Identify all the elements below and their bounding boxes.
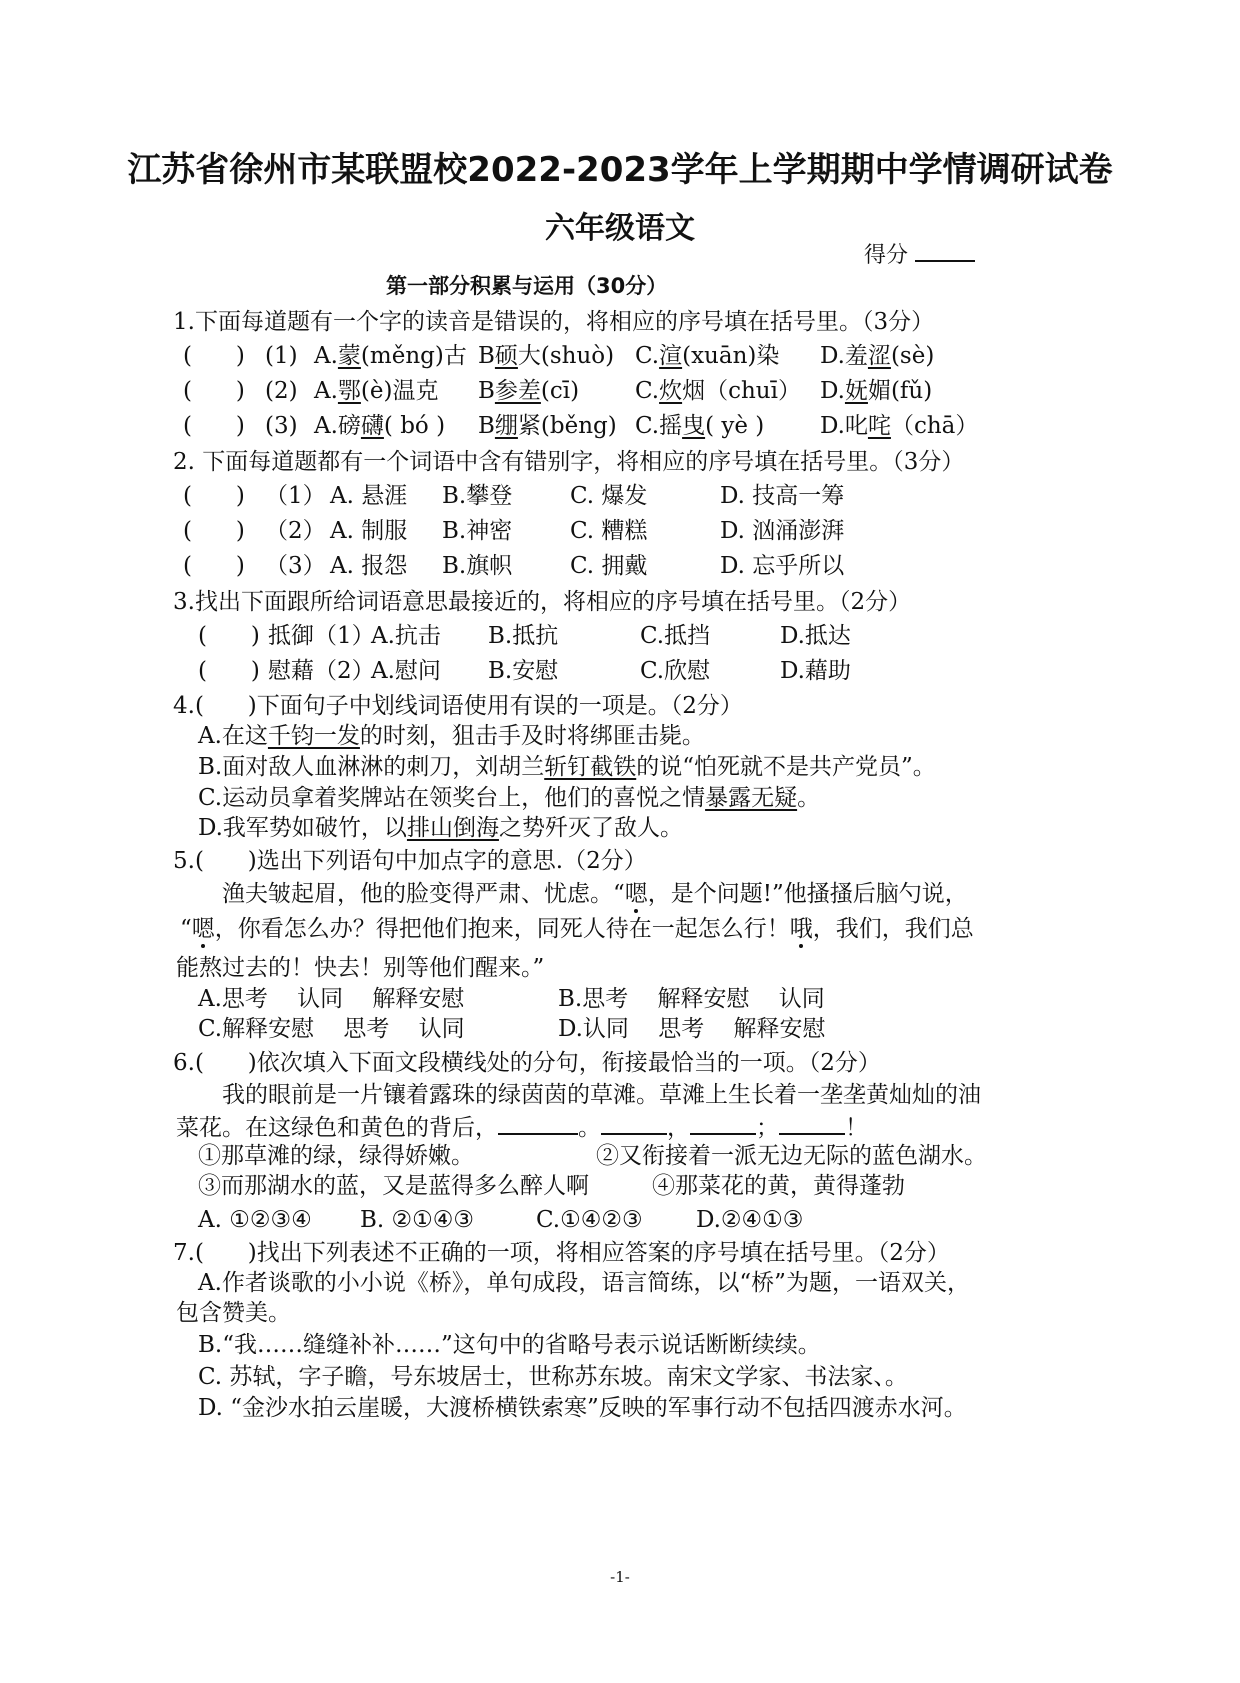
q7-option-d: D. “金沙水拍云崖暖，大渡桥横铁索寒”反映的军事行动不包括四渡赤水河。 bbox=[198, 1395, 967, 1421]
q4-option-b: B.面对敌人血淋淋的刺刀，刘胡兰斩钉截铁的说“怕死就不是共产党员”。 bbox=[198, 754, 936, 780]
question-number: 7. bbox=[173, 1240, 195, 1266]
q1-option-c: C.摇曳( yè ) bbox=[635, 413, 765, 439]
q6-stem: 6.( )依次填入下面文段横线处的分句，衔接最恰当的一项。（2分） bbox=[173, 1050, 881, 1076]
q1-item-number: (1) bbox=[265, 343, 298, 369]
q2-option-a: A. 制服 bbox=[330, 518, 408, 544]
q5-option-b: B.思考 解释安慰 认同 bbox=[558, 986, 825, 1012]
answer-paren[interactable]: ( bbox=[194, 693, 248, 719]
q6-option-d: D.②④①③ bbox=[696, 1207, 804, 1233]
question-number: 4. bbox=[173, 693, 195, 719]
q5-passage-line-1: 渔夫皱起眉，他的脸变得严肃、忧虑。“嗯，是个问题!”他搔搔后脑勺说， bbox=[222, 881, 968, 907]
q3-option-c: C.欣慰 bbox=[640, 658, 711, 684]
q2-option-c: C. 爆发 bbox=[570, 483, 648, 509]
page-subtitle: 六年级语文 bbox=[545, 211, 695, 246]
answer-paren[interactable]: ( bbox=[194, 1050, 248, 1076]
q5-passage-line-3: 能熬过去的！快去！别等他们醒来。” bbox=[176, 955, 545, 981]
q5-stem: 5.( )选出下列语句中加点字的意思.（2分） bbox=[173, 848, 647, 874]
q6-passage-line-2: 菜花。在这绿色和黄色的背后， 。 ， ； ！ bbox=[176, 1111, 868, 1143]
q2-option-b: B.神密 bbox=[442, 518, 513, 544]
answer-paren[interactable]: ( ) bbox=[183, 553, 245, 579]
q1-option-a: A.鄂(è)温克 bbox=[314, 378, 439, 404]
q2-option-b: B.旗帜 bbox=[442, 553, 513, 579]
score-label: 得分 bbox=[864, 243, 909, 268]
q1-item-number: (3) bbox=[265, 413, 298, 439]
q5-passage-line-2: “嗯，你看怎么办？得把他们抱来，同死人待在一起怎么行！哦，我们，我们总 bbox=[180, 916, 974, 942]
q3-option-d: D.抵达 bbox=[780, 623, 851, 649]
fill-blank[interactable] bbox=[779, 1111, 845, 1135]
fill-blank[interactable] bbox=[601, 1111, 667, 1135]
q3-option-a: A.慰问 bbox=[371, 658, 441, 684]
q7-option-b: B.“我……缝缝补补……”这句中的省略号表示说话断断续续。 bbox=[198, 1332, 821, 1358]
q1-option-d: D.羞涩(sè) bbox=[820, 343, 935, 369]
q2-option-d: D. 汹涌澎湃 bbox=[720, 518, 845, 544]
q2-option-a: A. 悬涯 bbox=[330, 483, 408, 509]
q6-option-b: B. ②①④③ bbox=[360, 1207, 475, 1233]
answer-paren[interactable]: ( ) bbox=[183, 343, 245, 369]
q3-item-word: 抵御（1） bbox=[268, 623, 375, 649]
answer-paren[interactable]: ( bbox=[194, 1240, 248, 1266]
q1-option-c: C.炊烟（chuī） bbox=[635, 378, 801, 404]
q1-option-b: B参差(cī) bbox=[478, 378, 580, 404]
q2-option-a: A. 报怨 bbox=[330, 553, 408, 579]
q3-option-b: B.抵抗 bbox=[488, 623, 559, 649]
q2-option-d: D. 技高一筹 bbox=[720, 483, 845, 509]
answer-paren[interactable]: ( ) bbox=[183, 483, 245, 509]
q2-stem: 2. 下面每道题都有一个词语中含有错别字，将相应的序号填在括号里。（3分） bbox=[173, 449, 965, 475]
answer-paren[interactable]: ( bbox=[194, 848, 248, 874]
q1-option-a: A.磅礴( bó ) bbox=[314, 413, 446, 439]
q7-option-a-cont: 包含赞美。 bbox=[176, 1300, 291, 1326]
q7-option-c: C. 苏轼，字子瞻，号东坡居士，世称苏东坡。南宋文学家、书法家、。 bbox=[198, 1364, 908, 1390]
q5-option-d: D.认同 思考 解释安慰 bbox=[558, 1016, 826, 1042]
page-number: -1- bbox=[610, 1568, 630, 1586]
answer-paren[interactable]: ( ) bbox=[198, 658, 260, 684]
q6-clause-3: ③而那湖水的蓝，又是蓝得多么醉人啊 bbox=[198, 1173, 589, 1199]
q2-item-number: （1） bbox=[265, 483, 326, 509]
q3-option-c: C.抵挡 bbox=[640, 623, 711, 649]
q5-option-c: C.解释安慰 思考 认同 bbox=[198, 1016, 465, 1042]
score-field bbox=[864, 238, 975, 271]
answer-paren[interactable]: ( ) bbox=[183, 518, 245, 544]
question-number: 6. bbox=[173, 1050, 195, 1076]
q7-stem: 7.( )找出下列表述不正确的一项，将相应答案的序号填在括号里。（2分） bbox=[173, 1240, 950, 1266]
q6-clause-4: ④那菜花的黄，黄得蓬勃 bbox=[652, 1173, 905, 1199]
q6-option-c: C.①④②③ bbox=[536, 1207, 643, 1233]
answer-paren[interactable]: ( ) bbox=[198, 623, 260, 649]
q3-stem: 3.找出下面跟所给词语意思最接近的，将相应的序号填在括号里。（2分） bbox=[173, 589, 912, 615]
q6-passage-line-1: 我的眼前是一片镶着露珠的绿茵茵的草滩。草滩上生长着一垄垄黄灿灿的油 bbox=[222, 1082, 981, 1108]
answer-paren[interactable]: ( ) bbox=[183, 378, 245, 404]
q4-option-d: D.我军势如破竹，以排山倒海之势歼灭了敌人。 bbox=[198, 815, 683, 841]
q2-item-number: （2） bbox=[265, 518, 326, 544]
fill-blank[interactable] bbox=[690, 1111, 756, 1135]
q4-option-c: C.运动员拿着奖牌站在领奖台上，他们的喜悦之情暴露无疑。 bbox=[198, 785, 821, 811]
fill-blank[interactable] bbox=[498, 1111, 578, 1135]
q1-option-c: C.渲(xuān)染 bbox=[635, 343, 780, 369]
q6-clause-2: ②又衔接着一派无边无际的蓝色湖水。 bbox=[596, 1143, 987, 1169]
q1-item-number: (2) bbox=[265, 378, 298, 404]
q1-option-d: D.妩媚(fǔ) bbox=[820, 378, 933, 404]
q2-item-number: （3） bbox=[265, 553, 326, 579]
q1-option-b: B硕大(shuò) bbox=[478, 343, 615, 369]
q4-stem: 4.( )下面句子中划线词语使用有误的一项是。（2分） bbox=[173, 693, 743, 719]
q1-option-a: A.蒙(měng)古 bbox=[314, 343, 467, 369]
q2-option-b: B.攀登 bbox=[442, 483, 513, 509]
q3-option-b: B.安慰 bbox=[488, 658, 559, 684]
q1-stem: 1.下面每道题有一个字的读音是错误的，将相应的序号填在括号里。（3分） bbox=[173, 309, 935, 335]
q3-option-a: A.抗击 bbox=[371, 623, 441, 649]
q1-option-d: D.叱咤（chā） bbox=[820, 413, 979, 439]
q6-clause-1: ①那草滩的绿，绿得娇嫩。 bbox=[198, 1143, 474, 1169]
score-blank[interactable] bbox=[915, 238, 975, 262]
q2-option-c: C. 拥戴 bbox=[570, 553, 648, 579]
q3-option-d: D.藉助 bbox=[780, 658, 851, 684]
section-title: 第一部分积累与运用（30分） bbox=[386, 274, 668, 298]
q2-option-c: C. 糟糕 bbox=[570, 518, 648, 544]
question-number: 5. bbox=[173, 848, 195, 874]
answer-paren[interactable]: ( ) bbox=[183, 413, 245, 439]
q6-option-a: A. ①②③④ bbox=[198, 1207, 312, 1233]
q5-option-a: A.思考 认同 解释安慰 bbox=[198, 986, 465, 1012]
q3-item-word: 慰藉（2） bbox=[268, 658, 375, 684]
q2-option-d: D. 忘乎所以 bbox=[720, 553, 845, 579]
page-title: 江苏省徐州市某联盟校2022-2023学年上学期期中学情调研试卷 bbox=[127, 150, 1113, 190]
q4-option-a: A.在这千钧一发的时刻，狙击手及时将绑匪击毙。 bbox=[198, 723, 705, 749]
q1-option-b: B绷紧(běng) bbox=[478, 413, 617, 439]
q7-option-a: A.作者谈歌的小小说《桥》，单句成段，语言简练，以“桥”为题，一语双关， bbox=[198, 1270, 970, 1296]
